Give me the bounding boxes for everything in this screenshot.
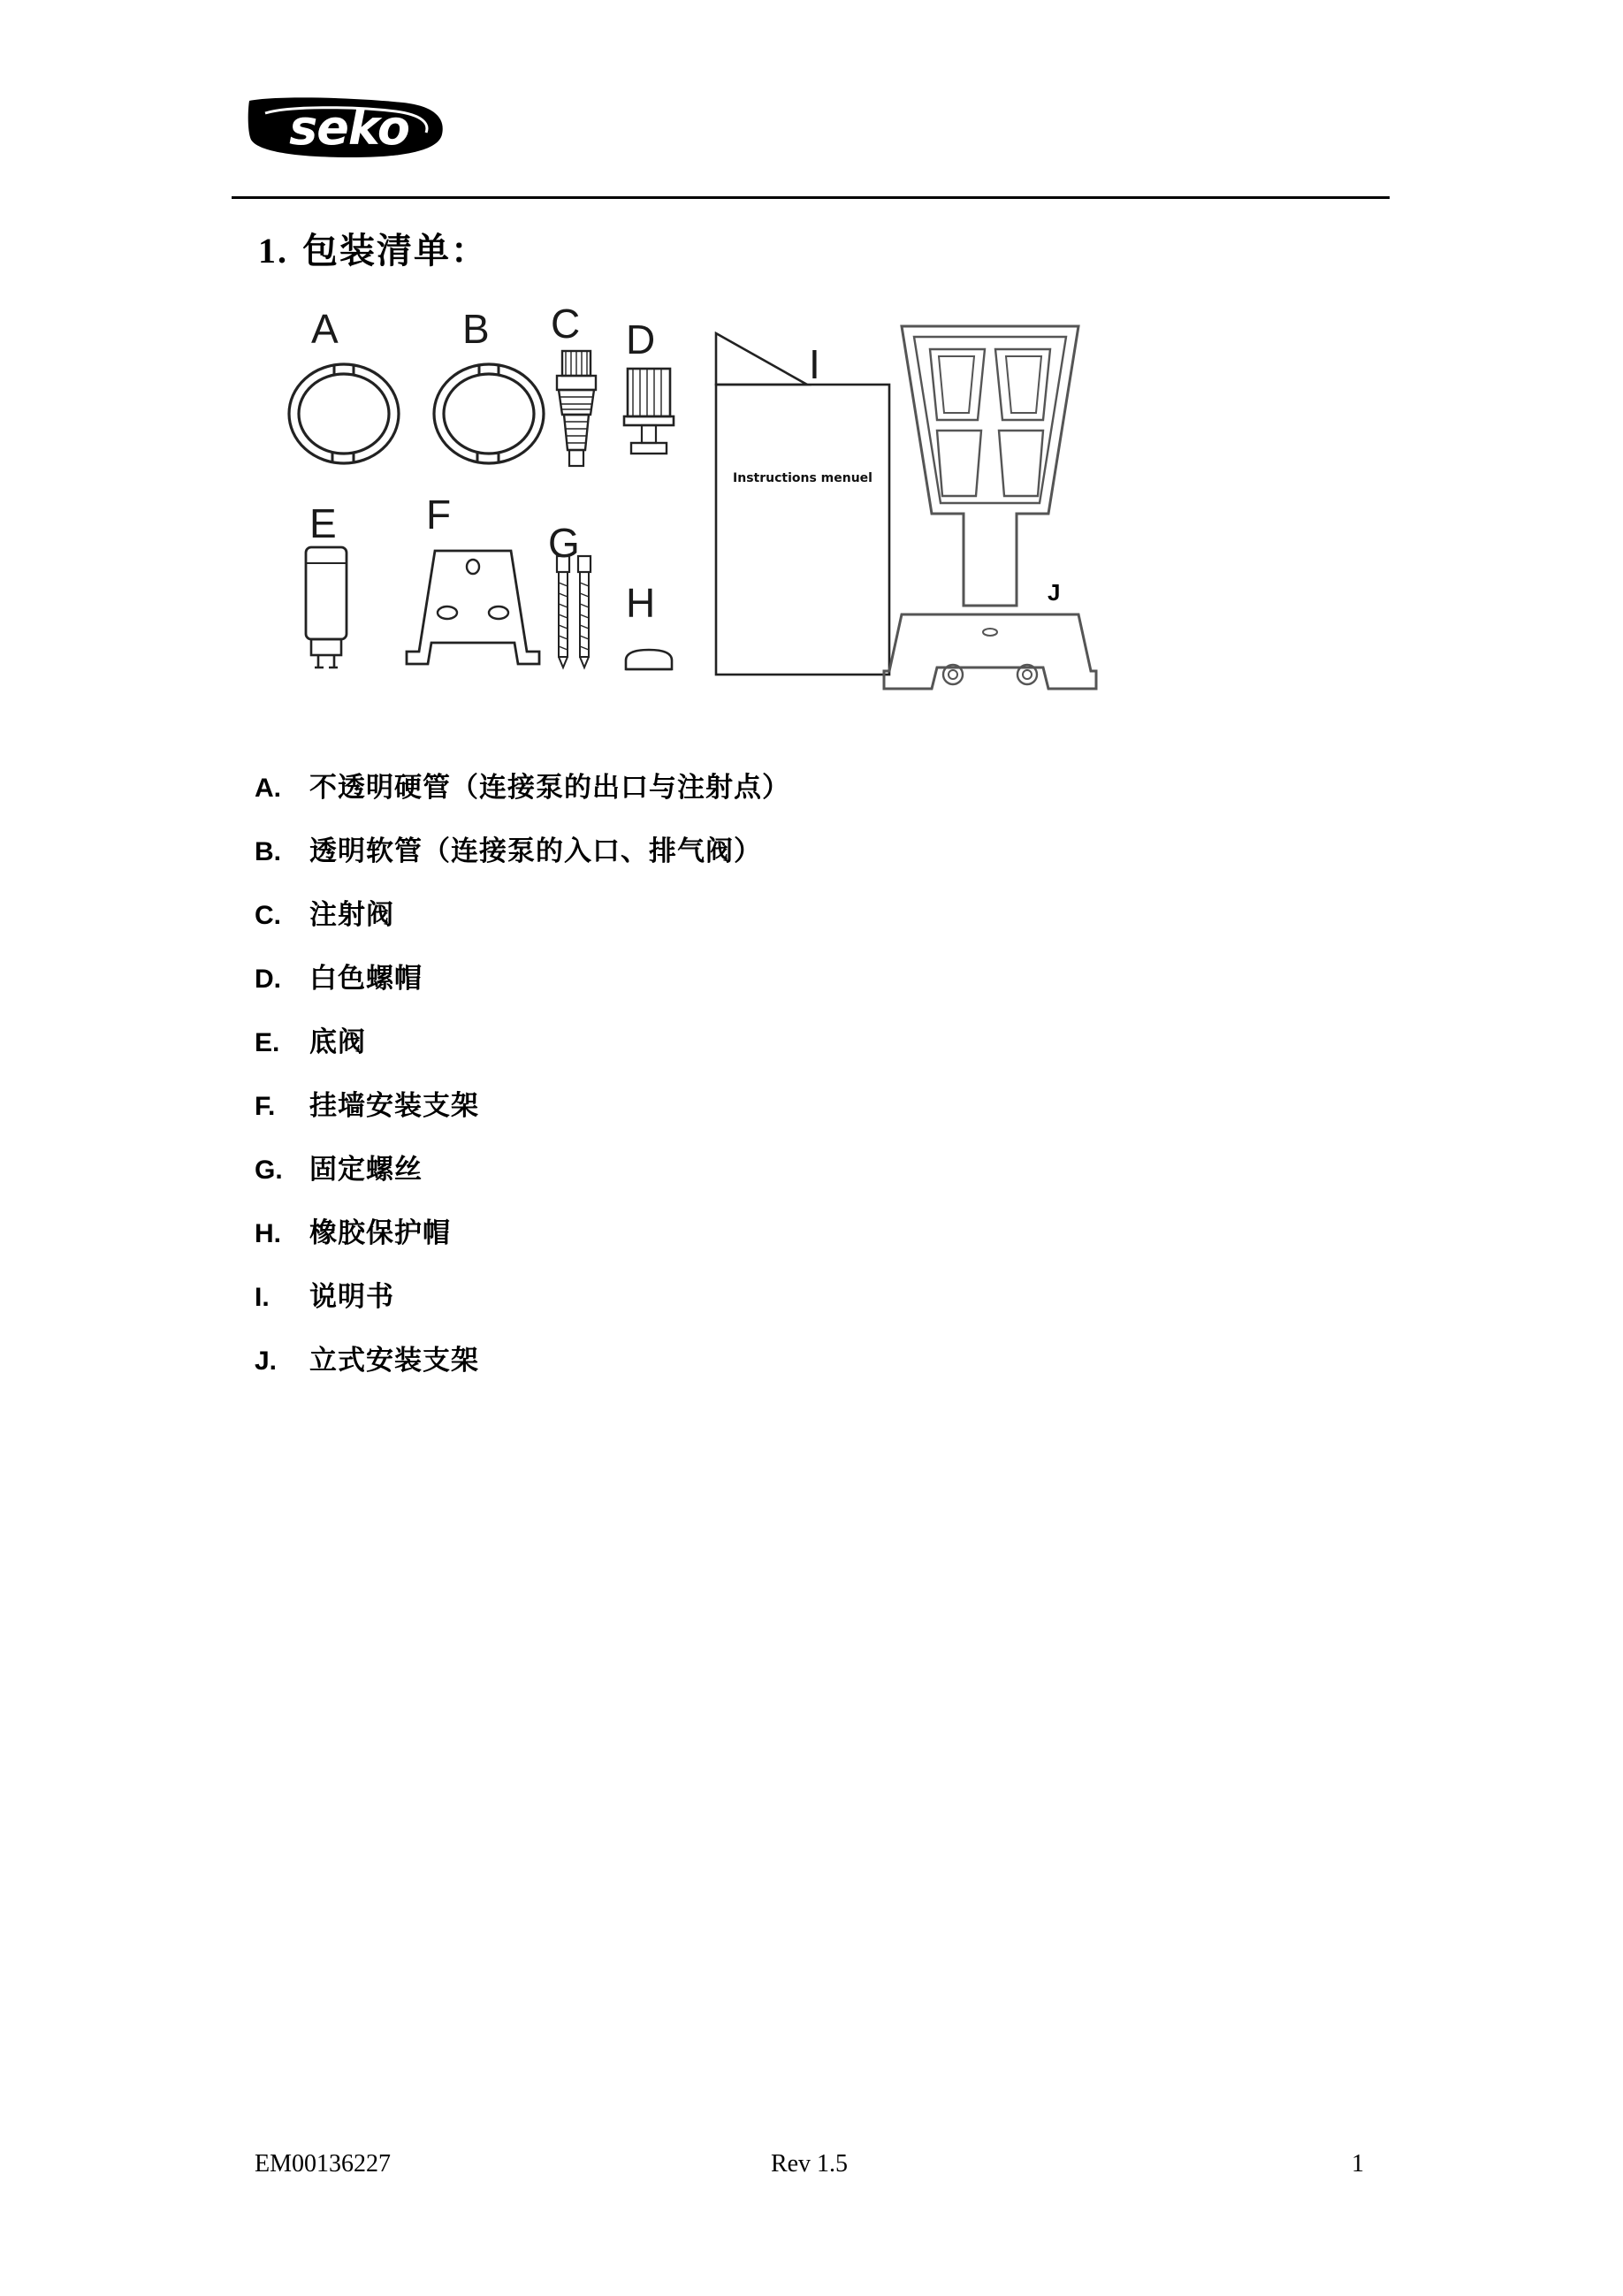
footer-page-number: 1 xyxy=(1352,2150,1364,2178)
list-item xyxy=(255,1338,1315,1401)
part-c-injection-valve-icon xyxy=(545,347,608,480)
legend-text: 立式安装支架 xyxy=(309,1345,479,1377)
list-item xyxy=(255,1274,1315,1338)
legend-key: D. xyxy=(255,965,281,994)
figure-label-e: E xyxy=(309,500,337,546)
part-f-wall-bracket-icon xyxy=(398,545,548,675)
parts-legend-list xyxy=(255,765,1315,1401)
footer-document-code: EM00136227 xyxy=(255,2150,391,2178)
legend-key: G. xyxy=(255,1156,283,1185)
figure-label-b: B xyxy=(462,306,490,352)
part-j-floor-bracket-icon xyxy=(875,314,1105,703)
legend-text: 挂墙安装支架 xyxy=(309,1090,479,1122)
legend-text: 不透明硬管（连接泵的出口与注射点） xyxy=(309,772,790,804)
list-item xyxy=(255,1147,1315,1210)
legend-key: E. xyxy=(255,1028,280,1057)
legend-key: A. xyxy=(255,774,281,803)
section-heading xyxy=(258,223,488,273)
figure-label-c: C xyxy=(551,301,581,347)
legend-key: B. xyxy=(255,837,281,866)
parts-figure xyxy=(256,301,1132,721)
figure-label-d: D xyxy=(626,317,656,362)
part-g-fixing-screws-icon xyxy=(548,553,601,681)
list-item xyxy=(255,828,1315,892)
figure-label-i: I xyxy=(809,341,820,387)
legend-key: J. xyxy=(255,1346,278,1376)
section-number: 1. xyxy=(258,231,288,271)
footer-revision: Rev 1.5 xyxy=(770,2150,849,2178)
figure-label-f: F xyxy=(426,492,452,538)
part-a-rigid-tube-icon xyxy=(278,356,410,471)
manual-caption: Instructions menuel xyxy=(733,471,872,485)
legend-text: 透明软管（连接泵的入口、排气阀） xyxy=(309,835,762,867)
legend-key: F. xyxy=(255,1092,276,1121)
legend-key: I. xyxy=(255,1283,270,1312)
section-title-text: 包装清单： xyxy=(302,231,488,271)
part-h-rubber-cap-icon xyxy=(621,643,677,678)
figure-label-g: G xyxy=(548,520,580,566)
list-item xyxy=(255,1083,1315,1147)
legend-key: C. xyxy=(255,901,281,930)
legend-text: 固定螺丝 xyxy=(309,1154,423,1186)
legend-key: H. xyxy=(255,1219,281,1248)
part-i-manual-icon xyxy=(714,332,891,676)
figure-label-h: H xyxy=(626,580,656,626)
page-footer xyxy=(255,2150,1364,2178)
figure-label-j: J xyxy=(1048,579,1061,606)
logo-wordmark: seko xyxy=(289,100,409,156)
legend-text: 说明书 xyxy=(309,1281,394,1313)
part-e-foot-valve-icon xyxy=(292,542,362,675)
legend-text: 底阀 xyxy=(309,1026,366,1058)
list-item xyxy=(255,892,1315,956)
legend-text: 白色螺帽 xyxy=(309,963,423,995)
list-item xyxy=(255,1210,1315,1274)
legend-text: 橡胶保护帽 xyxy=(309,1217,451,1249)
list-item xyxy=(255,1019,1315,1083)
list-item xyxy=(255,765,1315,828)
figure-label-a: A xyxy=(311,306,339,352)
list-item xyxy=(255,956,1315,1019)
seko-logo xyxy=(246,95,449,161)
legend-text: 注射阀 xyxy=(309,899,394,931)
header-divider xyxy=(232,196,1390,199)
part-b-flexible-tube-icon xyxy=(423,356,555,471)
part-d-white-nut-icon xyxy=(617,360,681,484)
